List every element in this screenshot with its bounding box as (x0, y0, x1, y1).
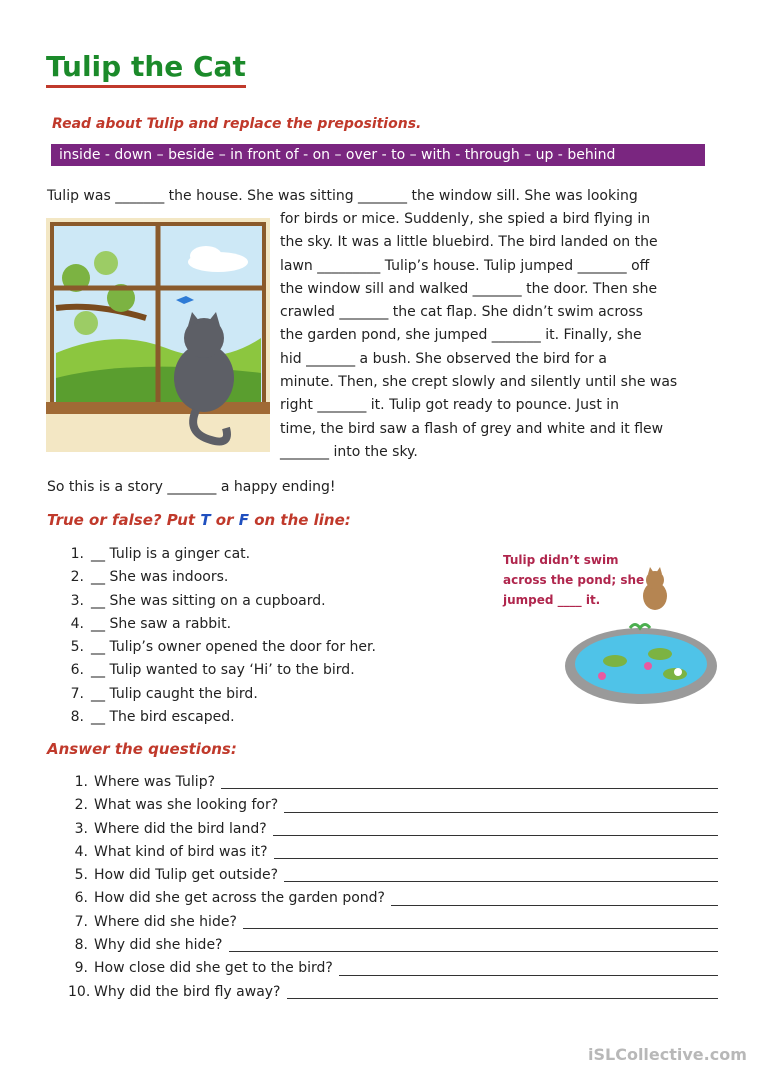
story-first-line: Tulip was _______ the house. She was sitting _______ the window sill. She was looking (47, 188, 638, 204)
answer-line[interactable] (339, 975, 718, 976)
answer-line[interactable] (284, 881, 718, 882)
question-item: 5. How did Tulip get outside? (68, 864, 718, 887)
question-item: 2. What was she looking for? (68, 794, 718, 817)
story-line: _______ into the sky. (280, 443, 418, 460)
story-line: the garden pond, she jumped _______ it. Finally, she (280, 327, 642, 344)
story-text (280, 208, 677, 464)
question-item: 7. Where did she hide? (68, 911, 718, 934)
pond-callout: Tulip didn’t swim across the pond; she jumped ____ it. (503, 553, 645, 607)
questions-heading: Answer the questions: (47, 740, 237, 758)
pond-picture (560, 566, 722, 710)
list-item: 7. __ Tulip caught the bird. (70, 685, 258, 702)
heading-part: or (210, 511, 239, 529)
answer-line[interactable] (229, 951, 719, 952)
list-item: 6. __ Tulip wanted to say ‘Hi’ to the bird. (70, 662, 355, 679)
list-item: 8. __ The bird escaped. (70, 709, 235, 726)
story-line: time, the bird saw a flash of grey and white and it flew (280, 420, 664, 437)
instruction-text: Read about Tulip and replace the prepositions. (52, 116, 422, 132)
question-item: 9. How close did she get to the bird? (68, 957, 718, 980)
answer-line[interactable] (221, 788, 718, 789)
heading-f-letter: F (238, 511, 249, 529)
list-item: 2. __ She was indoors. (70, 569, 229, 586)
story-line: hid _______ a bush. She observed the bird for a (280, 350, 607, 367)
list-item: 3. __ She was sitting on a cupboard. (70, 592, 326, 609)
question-item: 10. Why did the bird fly away? (68, 981, 718, 1004)
page-title: Tulip the Cat (46, 50, 246, 88)
heading-part: True or false? Put (47, 511, 201, 529)
heading-part: on the line: (248, 511, 351, 529)
true-false-heading (47, 511, 351, 529)
answer-line[interactable] (287, 998, 719, 999)
story-line: for birds or mice. Suddenly, she spied a bird flying in (280, 211, 651, 227)
list-item: 4. __ She saw a rabbit. (70, 615, 232, 632)
story-line: minute. Then, she crept slowly and silently until she was (280, 374, 678, 391)
list-item: 5. __ Tulip’s owner opened the door for her. (70, 639, 376, 656)
question-item: 6. How did she get across the garden pond? (68, 887, 718, 910)
story-line: right _______ it. Tulip got ready to pounce. Just in (280, 397, 620, 414)
question-item: 8. Why did she hide? (68, 934, 718, 957)
heading-t-letter: T (200, 511, 211, 529)
word-bank: inside - down – beside – in front of - on – over - to – with - through – up - behind (51, 144, 705, 166)
story-line: the window sill and walked _______ the door. Then she (280, 280, 658, 297)
question-item: 3. Where did the bird land? (68, 818, 718, 841)
story-ending: So this is a story _______ a happy ending! (47, 479, 336, 495)
answer-line[interactable] (274, 858, 718, 859)
answer-line[interactable] (284, 812, 718, 813)
question-item: 4. What kind of bird was it? (68, 841, 718, 864)
story-line: the sky. It was a little bluebird. The bird landed on the (280, 234, 658, 251)
questions-list (68, 771, 718, 1004)
list-item: 1. __ Tulip is a ginger cat. (70, 546, 251, 562)
answer-line[interactable] (273, 835, 718, 836)
true-false-list (66, 543, 376, 729)
watermark: iSLCollective.com (588, 1045, 747, 1064)
question-item: 1. Where was Tulip? (68, 771, 718, 794)
story-line: crawled _______ the cat flap. She didn’t swim across (280, 304, 643, 321)
answer-line[interactable] (243, 928, 718, 929)
cat-window-picture (46, 218, 270, 452)
story-line: lawn _________ Tulip’s house. Tulip jumped _______ off (280, 257, 650, 274)
answer-line[interactable] (391, 905, 718, 906)
